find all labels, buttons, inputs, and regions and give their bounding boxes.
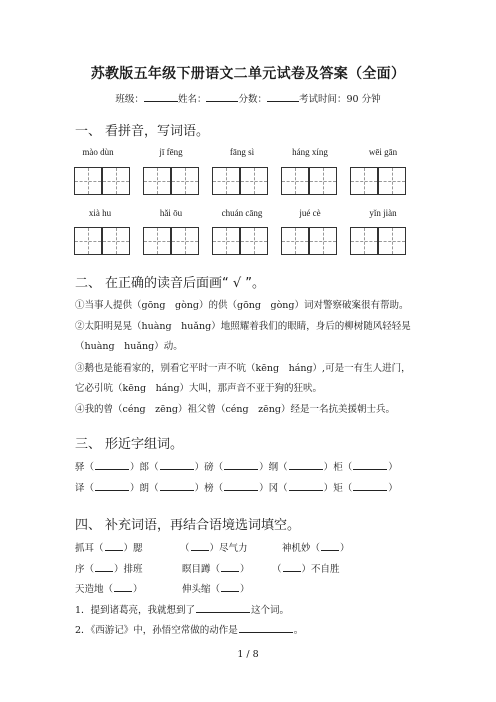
- char: 朗: [139, 483, 150, 494]
- fill-question-2: 2．《西游记》中，孙悟空常做的动作是 。: [75, 622, 303, 636]
- answer-blank[interactable]: [95, 459, 129, 470]
- idiom-blank[interactable]: [283, 561, 301, 572]
- writing-box[interactable]: [240, 167, 268, 195]
- section-2-heading: 二、 在正确的读音后面画“ √ ”。: [75, 276, 266, 291]
- question-2-line-3: （huàng huǎng）动。: [75, 341, 183, 352]
- char: 纲: [268, 462, 279, 473]
- page-number: 1 / 8: [237, 649, 259, 660]
- fill-blank[interactable]: [239, 622, 293, 633]
- section-1-heading: 一、 看拼音，写词语。: [75, 124, 210, 139]
- section-3-heading: 三、 形近字组词。: [75, 437, 184, 452]
- writing-box[interactable]: [212, 167, 240, 195]
- answer-blank[interactable]: [95, 480, 129, 491]
- idiom-blank[interactable]: [221, 561, 239, 572]
- writing-box[interactable]: [350, 167, 378, 195]
- pinyin-1-3: fāng sì: [229, 147, 255, 157]
- idiom-7: 天造地（ ）: [75, 581, 143, 595]
- writing-box[interactable]: [240, 227, 268, 255]
- fill-blank[interactable]: [196, 602, 250, 613]
- answer-blank[interactable]: [224, 459, 258, 470]
- writing-box[interactable]: [74, 227, 102, 255]
- fill-question-1: 1．提到诸葛亮，我就想到了 这个词。: [75, 602, 289, 616]
- similar-char-row-2: 译（ ）朗（ ）榜（ ）冈（ ）矩（ ）: [75, 480, 398, 494]
- pinyin-2-2: hǎi ōu: [159, 208, 183, 218]
- writing-box[interactable]: [378, 167, 406, 195]
- char: 柜: [333, 462, 343, 473]
- pinyin-2-3: chuán cāng: [221, 208, 263, 218]
- idiom-blank[interactable]: [114, 581, 132, 592]
- idiom-blank[interactable]: [221, 581, 239, 592]
- char: 译: [75, 483, 85, 494]
- name-label: 姓名：: [177, 94, 207, 105]
- question-2-line-6: ④我的曾（céng zēng）祖父曾（céng zēng）经是一名抗美援朝士兵。: [75, 404, 395, 415]
- char: 磅: [204, 462, 214, 473]
- writing-box[interactable]: [281, 227, 309, 255]
- answer-blank[interactable]: [160, 459, 194, 470]
- writing-box[interactable]: [378, 227, 406, 255]
- answer-blank[interactable]: [289, 480, 323, 491]
- writing-box[interactable]: [143, 227, 171, 255]
- pinyin-1-1: mào dùn: [82, 147, 114, 157]
- idiom-3: 神机妙（ ）: [282, 540, 350, 554]
- idiom-blank[interactable]: [191, 540, 209, 551]
- pinyin-1-2: jī fēng: [159, 147, 183, 157]
- answer-blank[interactable]: [353, 480, 387, 491]
- writing-box[interactable]: [281, 167, 309, 195]
- answer-blank[interactable]: [289, 459, 323, 470]
- idiom-8: 伸头缩（ ）: [182, 581, 250, 595]
- answer-blank[interactable]: [353, 459, 387, 470]
- pinyin-2-5: yǐn jiàn: [369, 208, 397, 218]
- writing-box[interactable]: [74, 167, 102, 195]
- class-blank[interactable]: [144, 91, 178, 102]
- student-info-line: [0, 91, 496, 105]
- idiom-blank[interactable]: [321, 540, 339, 551]
- writing-box[interactable]: [171, 227, 199, 255]
- idiom-blank[interactable]: [95, 561, 113, 572]
- pinyin-2-4: jué cè: [299, 208, 321, 218]
- class-label: 班级：: [115, 94, 144, 105]
- pinyin-1-5: wēi gān: [368, 147, 398, 157]
- score-label: 分数：: [238, 94, 267, 105]
- char: 驿: [75, 462, 85, 473]
- char: 冈: [268, 483, 279, 494]
- question-2-line-2: ②太阳明晃晃（huàng huǎng）地照耀着我们的眼睛，身后的柳树随风轻轻晃: [75, 321, 411, 332]
- idiom-blank[interactable]: [105, 540, 123, 551]
- writing-box[interactable]: [309, 227, 337, 255]
- writing-box[interactable]: [309, 167, 337, 195]
- time-label: 考试时间：90 分钟: [298, 94, 381, 105]
- char: 郎: [139, 462, 150, 473]
- writing-box[interactable]: [171, 167, 199, 195]
- name-blank[interactable]: [206, 91, 238, 102]
- question-2-line-1: ①当事人提供（gōng gòng）的供（gōng gòng）词对警察破案很有帮助。: [75, 300, 409, 311]
- writing-box[interactable]: [350, 227, 378, 255]
- writing-box[interactable]: [212, 227, 240, 255]
- pinyin-2-1: xià hu: [88, 208, 112, 218]
- char: 榜: [204, 483, 214, 494]
- idiom-6: （ ）不自胜: [272, 561, 340, 575]
- idiom-1: 抓耳（ ）腮: [75, 540, 143, 554]
- idiom-5: 瞑目蹲（ ）: [182, 561, 250, 575]
- question-2-line-4: ③鹅也是能看家的，别看它平时一声不吭（kēng háng）,可是一有生人进门，: [75, 363, 411, 374]
- idiom-4: 序（ ）排班: [75, 561, 143, 575]
- answer-blank[interactable]: [160, 480, 194, 491]
- writing-box[interactable]: [102, 227, 130, 255]
- idiom-2: （ ）尽气力: [180, 540, 248, 554]
- question-2-line-5: 它必引吭（kēng háng）大叫，那声音不亚于狗的狂吠。: [75, 383, 323, 394]
- pinyin-1-4: háng xíng: [292, 147, 328, 157]
- char: 矩: [333, 483, 343, 494]
- writing-box[interactable]: [143, 167, 171, 195]
- writing-box[interactable]: [102, 167, 130, 195]
- answer-blank[interactable]: [224, 480, 258, 491]
- section-4-heading: 四、 补充词语，再结合语境选词填空。: [75, 518, 301, 533]
- page-title: 苏教版五年级下册语文二单元试卷及答案（全面）: [90, 66, 406, 82]
- score-blank[interactable]: [267, 91, 299, 102]
- similar-char-row-1: 驿（ ）郎（ ）磅（ ）纲（ ）柜（ ）: [75, 459, 398, 473]
